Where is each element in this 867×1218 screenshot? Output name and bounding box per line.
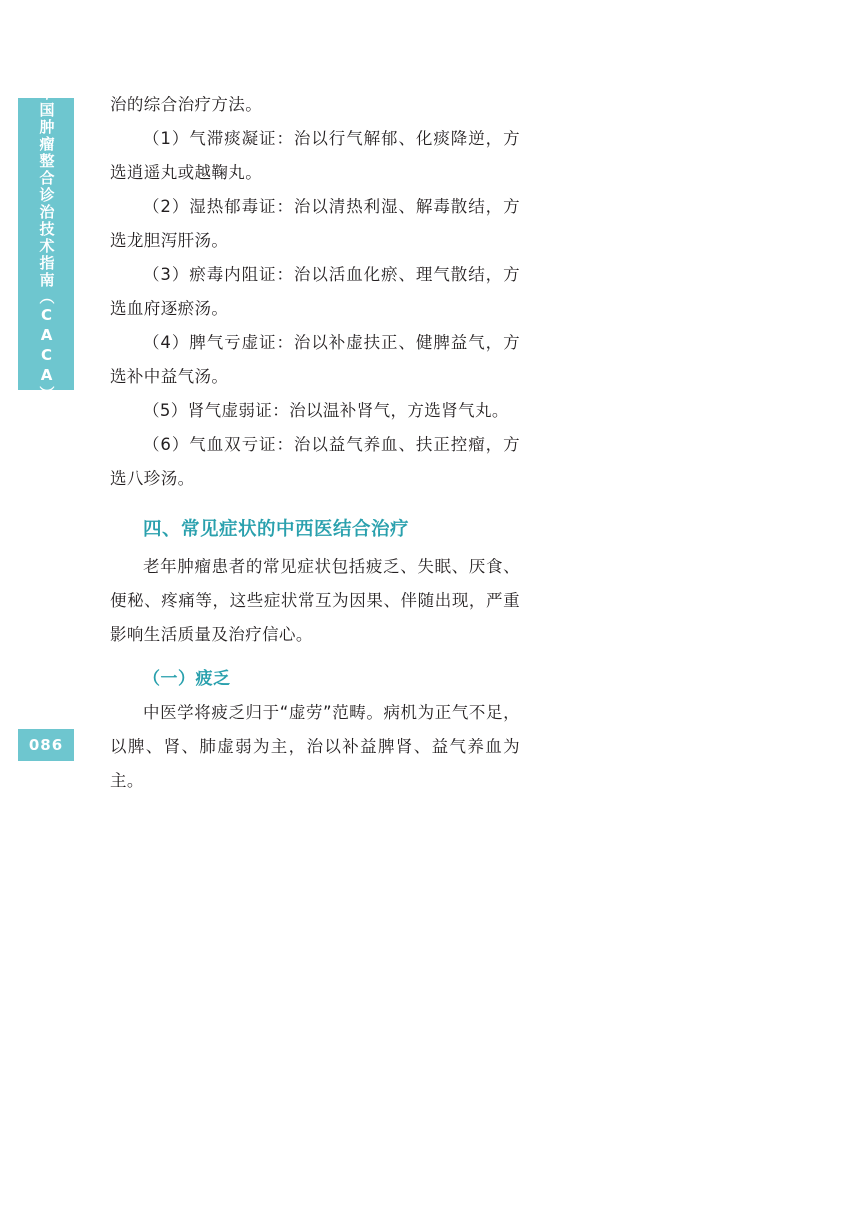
page-number-badge bbox=[18, 729, 74, 761]
subsection-paragraph: 中医学将疲乏归于“虚劳”范畴。病机为正气不足，以脾、肾、肺虚弱为主，治以补益脾肾、益气养血为主。 bbox=[110, 703, 520, 790]
side-running-head-text: 中国肿瘤整合诊治技术指南（CACA） bbox=[37, 85, 56, 403]
paragraph-continued: 治的综合治疗方法。 bbox=[110, 95, 263, 114]
list-item-2: （2）湿热郁毒证：治以清热利湿、解毒散结，方选龙胆泻肝汤。 bbox=[110, 197, 520, 250]
list-item-4: （4）脾气亏虚证：治以补虚扶正、健脾益气，方选补中益气汤。 bbox=[110, 333, 520, 386]
list-item-5: （5）肾气虚弱证：治以温补肾气，方选肾气丸。 bbox=[143, 401, 509, 420]
section-intro-paragraph: 老年肿瘤患者的常见症状包括疲乏、失眠、厌食、便秘、疼痛等，这些症状常互为因果、伴随出现，严重影响生活质量及治疗信心。 bbox=[110, 557, 520, 644]
page-number-text: 086 bbox=[28, 736, 64, 754]
list-item-3: （3）瘀毒内阻证：治以活血化瘀、理气散结，方选血府逐瘀汤。 bbox=[110, 265, 520, 318]
list-item-6: （6）气血双亏证：治以益气养血、扶正控瘤，方选八珍汤。 bbox=[110, 435, 520, 488]
subsection-heading: （一）疲乏 bbox=[143, 669, 231, 689]
main-text-column bbox=[110, 88, 520, 798]
list-item-1: （1）气滞痰凝证：治以行气解郁、化痰降逆，方选逍遥丸或越鞠丸。 bbox=[110, 129, 520, 182]
side-running-head-tab bbox=[18, 85, 74, 403]
section-heading: 四、常见症状的中西医结合治疗 bbox=[143, 519, 410, 540]
